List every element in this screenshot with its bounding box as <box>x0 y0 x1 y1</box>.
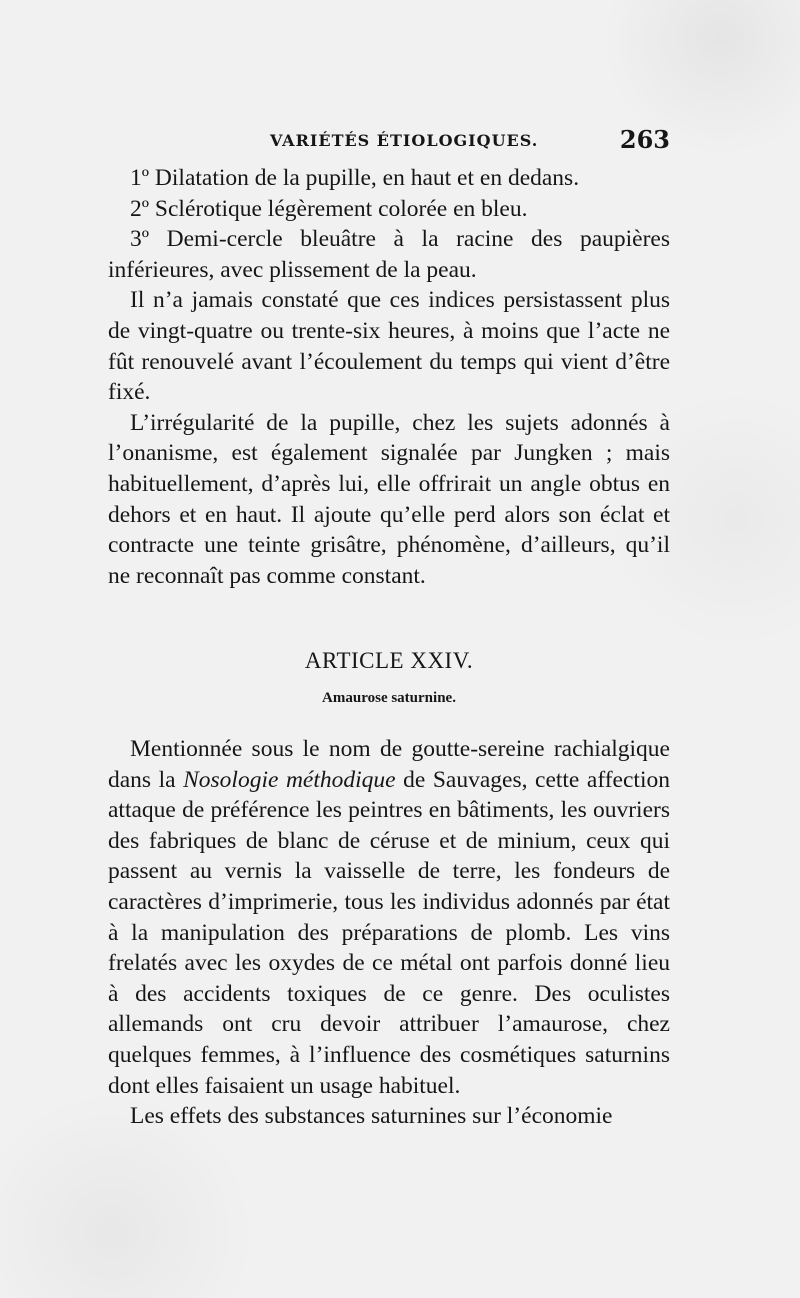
list-item: 1º Dilatation de la pupille, en haut et en dedans. <box>130 165 580 191</box>
paragraph-text: Mentionnée sous le nom de goutte-sereine rachialgique dans la <box>108 736 670 793</box>
article-title: ARTICLE XXIV. <box>304 648 474 673</box>
text-block-top <box>108 163 670 591</box>
page-header <box>110 127 670 161</box>
paragraph: Les effets des substances saturnines sur l’économie <box>130 1103 613 1130</box>
list-item: 3º Demi-cercle bleuâtre à la racine des paupières inférieures, avec plissement de la peau. <box>108 226 670 283</box>
paragraph: L’irrégularité de la pupille, chez les sujets adonnés à l’onanisme, est également signalée par Jungken ; mais habituellement, d’après lui, elle offrirait un angle obtus en dehors et en haut. Il ajoute qu’elle perd alors son éclat et contracte une teinte grisâtre, phénomène, d’ailleurs, qu’il ne reconnaît pas comme constant. <box>108 409 670 589</box>
paragraph <box>108 734 670 1101</box>
list-item: 2º Sclérotique légèrement colorée en bleu. <box>130 195 528 222</box>
paragraph: Il n’a jamais constaté que ces indices persistassent plus de vingt-quatre ou trente-six heures, à moins que l’acte ne fût renouvelé avant l’écoulement du temps qui vient d’être fixé. <box>108 287 670 406</box>
book-title-italic: Nosologie méthodique <box>183 766 396 793</box>
article-subtitle: Amaurose saturnine. <box>322 690 456 706</box>
text-block-bottom <box>108 734 670 1132</box>
paragraph-text: de Sauvages, cette affection attaque de préférence les peintres en bâtiments, les ouvriers des fabriques de blanc de céruse et de minium, ceux qui passent au vernis la vaisselle de terre, les fondeurs de caractères d’imprimerie, tous les individus adonnés par état à la manipulation des préparations de plomb. Les vins frelatés avec les oxydes de ce métal ont parfois donné lieu à des accidents toxiques de ce genre. Des oculistes allemands ont cru devoir attribuer l’amaurose, chez quelques femmes, à l’influence des cosmétiques saturnins dont elles faisaient un usage habituel. <box>108 766 670 1099</box>
running-head: VARIÉTÉS ÉTIOLOGIQUES. <box>270 131 539 150</box>
page-number: 263 <box>619 125 670 154</box>
